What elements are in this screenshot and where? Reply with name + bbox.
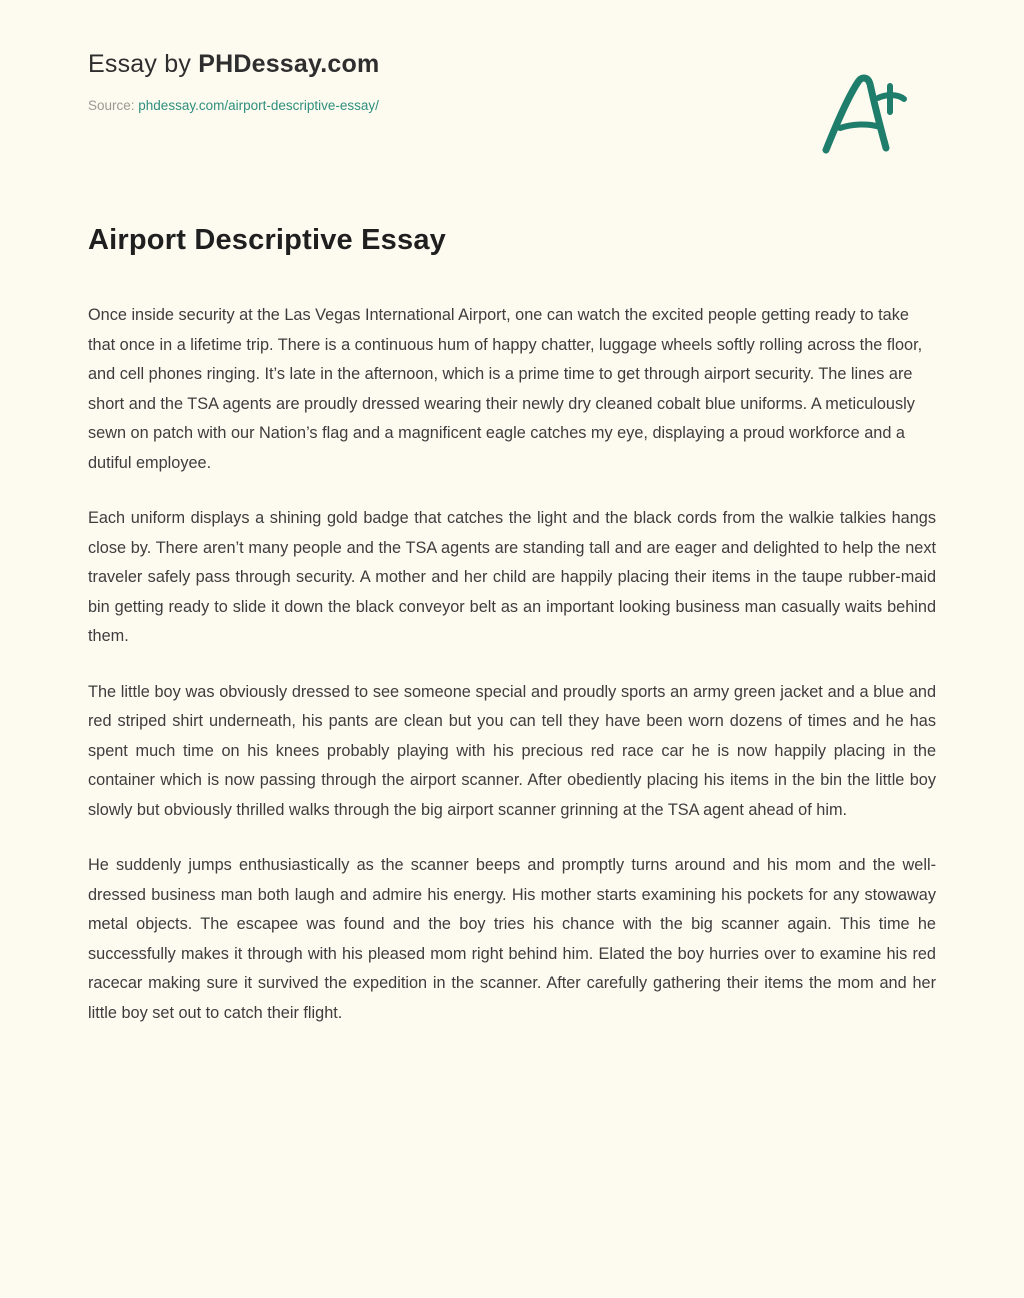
page-title: Airport Descriptive Essay [88, 224, 446, 256]
brand-title [88, 50, 936, 79]
body-paragraph: The little boy was obviously dressed to see someone special and proudly sports an army green jacket and a blue and red striped shirt underneath, his pants are clean but you can tell they have been worn dozens of times and he has spent much time on his knees probably playing with his precious red race car he is now happily placing in the container which is now passing through the airport scanner. After obediently placing his items in the bin the little boy slowly but obviously thrilled walks through the big airport scanner grinning at the TSA agent ahead of him. [88, 682, 936, 819]
document-header [88, 50, 936, 168]
source-line [88, 98, 936, 113]
body-paragraph: He suddenly jumps enthusiastically as the scanner beeps and promptly turns around and his mom and the well-dressed business man both laugh and admire his energy. His mother starts examining his pockets for any stowaway metal objects. The escapee was found and the boy tries his chance with the big scanner again. This time he successfully makes it through with his pleased mom right behind him. Elated the boy hurries over to examine his red racecar making sure it survived the expedition in the scanner. After carefully gathering their items the mom and her little boy set out to catch their flight. [88, 856, 936, 1022]
brand-essay-word: Essay [88, 50, 158, 78]
body-paragraph: Once inside security at the Las Vegas International Airport, one can watch the excited people getting ready to take that once in a lifetime trip. There is a continuous hum of happy chatter, luggage wheels softly rolling across the floor, and cell phones ringing. It’s late in the afternoon, which is a prime time to get through airport security. The lines are short and the TSA agents are proudly dressed wearing their newly dry cleaned cobalt blue uniforms. A meticulously sewn on patch with our Nation’s flag and a magnificent eagle catches my eye, displaying a proud workforce and a dutiful employee. [88, 306, 923, 472]
phdessay-logo-icon [816, 72, 912, 158]
body-paragraph: Each uniform displays a shining gold badge that catches the light and the black cords from the walkie talkies hangs close by. There aren’t many people and the TSA agents are standing tall and are eager and delighted to help the next traveler safely pass through security. A mother and her child are happily placing their items in the taupe rubber-maid bin getting ready to slide it down the black conveyor belt as an important looking business man casually waits behind them. [88, 509, 936, 645]
brand-by-word: by [157, 50, 199, 78]
source-url-link[interactable]: phdessay.com/airport-descriptive-essay/ [138, 98, 379, 113]
source-label: Source: [88, 98, 139, 113]
brand-site-name: PHDessay.com [198, 50, 380, 78]
document-body [88, 301, 936, 1028]
